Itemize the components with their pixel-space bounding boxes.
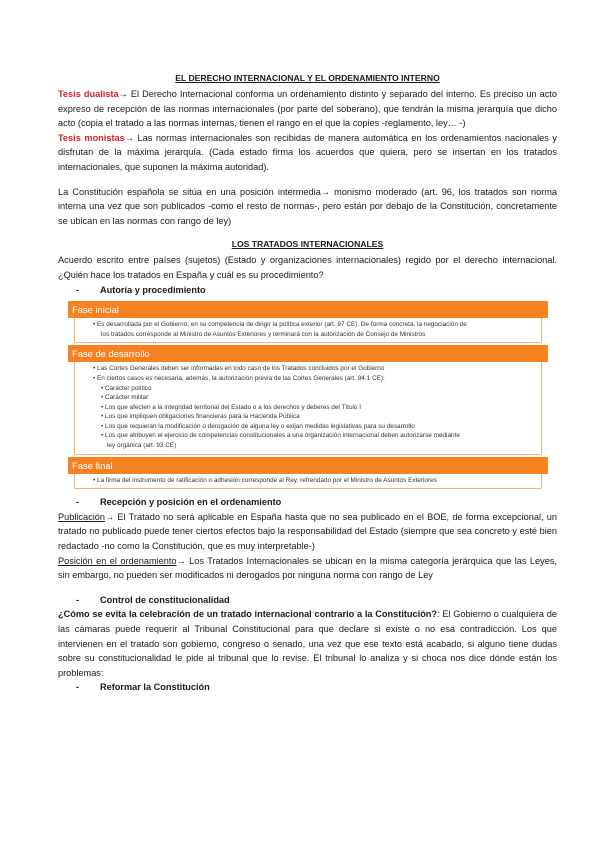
dash-marker: -	[76, 497, 80, 508]
heading-reformar-text: Reformar la Constitución	[100, 682, 210, 693]
fase-desarrollo-body	[74, 362, 542, 454]
fase-desarrollo-item: ley orgánica (art. 93 CE)	[107, 442, 177, 450]
heading-recepcion	[76, 495, 557, 510]
dualista-label: Tesis dualista	[58, 89, 119, 99]
monistas-paragraph	[58, 131, 557, 175]
fase-desarrollo-item: • Carácter militar	[101, 394, 149, 402]
posicion-paragraph	[58, 554, 557, 583]
phases-diagram	[68, 301, 548, 489]
dash-marker: -	[76, 284, 80, 295]
dualista-paragraph	[58, 87, 557, 131]
fase-final-body	[74, 474, 542, 490]
fase-desarrollo-header: Fase de desarrollo	[68, 345, 548, 362]
fase-desarrollo-item: • Los que afecten a la integridad territorial del Estado o a los derechos y deberes del Título I	[101, 403, 362, 411]
fase-desarrollo-item: • Los que requieran la modificación o derogación de alguna ley o exijan medidas legislativas para su desarrollo	[101, 422, 415, 430]
monistas-label: Tesis monistas	[58, 132, 125, 143]
control-paragraph	[58, 607, 557, 680]
document-page	[58, 72, 557, 695]
dash-marker: -	[76, 682, 80, 693]
fase-final-line: • La firma del instrumento de ratificación o adhesión corresponde al Rey, refrendado por el Ministro de Asuntos Exteriores	[93, 476, 437, 484]
control-question: ¿Cómo se evita la celebración de un tratado internacional contrario a la Constitución?	[58, 609, 438, 620]
dash-marker: -	[76, 594, 80, 605]
fase-desarrollo-item: • Los que atribuyen el ejercicio de competencias constitucionales a una organización internacional deben autorizarse mediante	[101, 432, 460, 440]
heading-autoria-text: Autoría y procedimiento	[100, 284, 206, 295]
fase-inicial-line: los tratados corresponde al Ministro de Asuntos Exteriores y terminará con la autorización de Consejo de Ministros	[101, 330, 426, 338]
posicion-label: Posición en el ordenamiento	[58, 555, 177, 566]
fase-desarrollo-item: • Carácter político	[101, 384, 152, 392]
fase-final-header: Fase final	[68, 457, 548, 474]
section-title-derecho-internacional: EL DERECHO INTERNACIONAL Y EL ORDENAMIENTO INTERNO	[175, 73, 440, 83]
heading-control-text: Control de constitucionalidad	[100, 594, 230, 605]
heading-reformar	[76, 680, 557, 695]
acuerdo-paragraph: Acuerdo escrito entre países (sujetos) (Estado y organizaciones internacionales) regido por el derecho internacional. ¿Quién hace los tratados en España y cuál es su procedimiento?	[58, 255, 557, 280]
posicion-text: → Los Tratados Internacionales se ubican en la misma categoría jerárquica que las Leyes, sin embargo, no pueden ser modificados ni derogados por ninguna norma con rango de Ley	[58, 555, 557, 581]
constitucion-paragraph: La Constitución española se sitúa en una posición intermedia→ monismo moderado (art. 96, los tratados son norma interna una vez que son publicados -como el resto de normas-, pero están por debajo de la Constitución, concretamente se ubican en las normas con rango de ley)	[58, 186, 557, 226]
heading-autoria	[76, 283, 557, 298]
publicacion-label: Publicación	[58, 511, 105, 522]
monistas-text: Las normas internacionales son recibidas de manera automática en los ordenamientos nacionales y disfrutan de la máxima jerarquía. (Cada estado firma los acuerdos que quiera, pero se insertan en los tratados internacionales, que suponen la máxima autoridad).	[58, 132, 558, 172]
fase-desarrollo-line: • En ciertos casos es necesaria, además, la autorización previa de las Cortes Generales (art. 94.1 CE):	[93, 374, 385, 382]
monistas-arrow: →	[124, 132, 134, 143]
fase-inicial-line: • Es desarrollada por el Gobierno, en su competencia de dirigir la política exterior (art. 97 CE). De forma concreta, la negociación de	[93, 321, 467, 329]
fase-desarrollo-line: • Las Cortes Generales deben ser informadas en todo caso de los Tratados concluidos por el Gobierno	[93, 365, 385, 373]
publicacion-text: → El Tratado no será aplicable en España hasta que no sea publicado en el BOE, de forma excepcional, un tratado no publicado puede tener ciertos efectos bajo la responsabilidad del Estado (siempre que sea concreto y esté bien redactado -no como la Constitución, que es muy interpretable-)	[58, 511, 557, 552]
control-text: : El Gobierno o cualquiera de las cámaras puede requerir al Tribunal Constitucional para que declare si existe o no esa contradicción. Los que intervienen en el tratado son gobierno, congreso o senado, una vez que ese texto está acabado, si alguno tiene dudas sobre su constitucionalidad le pide al tribunal que lo revise. El tribunal lo analiza y si choca nos dice dónde están los problemas:	[58, 609, 557, 678]
fase-desarrollo-item: • Los que impliquen obligaciones financieras para la Hacienda Pública	[101, 413, 300, 421]
fase-inicial-header: Fase inicial	[68, 301, 548, 318]
dualista-arrow: →	[118, 89, 128, 99]
heading-control	[76, 593, 557, 608]
fase-inicial-body	[74, 318, 542, 343]
dualista-text: El Derecho Internacional conforma un ordenamiento distinto y separado del interno. Es preciso un acto expreso de recepción de las normas internacionales (por parte del soberano), que tendrán la misma jerarquía que dicho acto (copia el tratado a las normas internas, tienen el rango en el que la copies -reglamento, ley… -)	[58, 89, 557, 129]
heading-recepcion-text: Recepción y posición en el ordenamiento	[100, 497, 282, 508]
section-title-tratados: LOS TRATADOS INTERNACIONALES	[231, 239, 384, 250]
publicacion-paragraph	[58, 510, 557, 554]
